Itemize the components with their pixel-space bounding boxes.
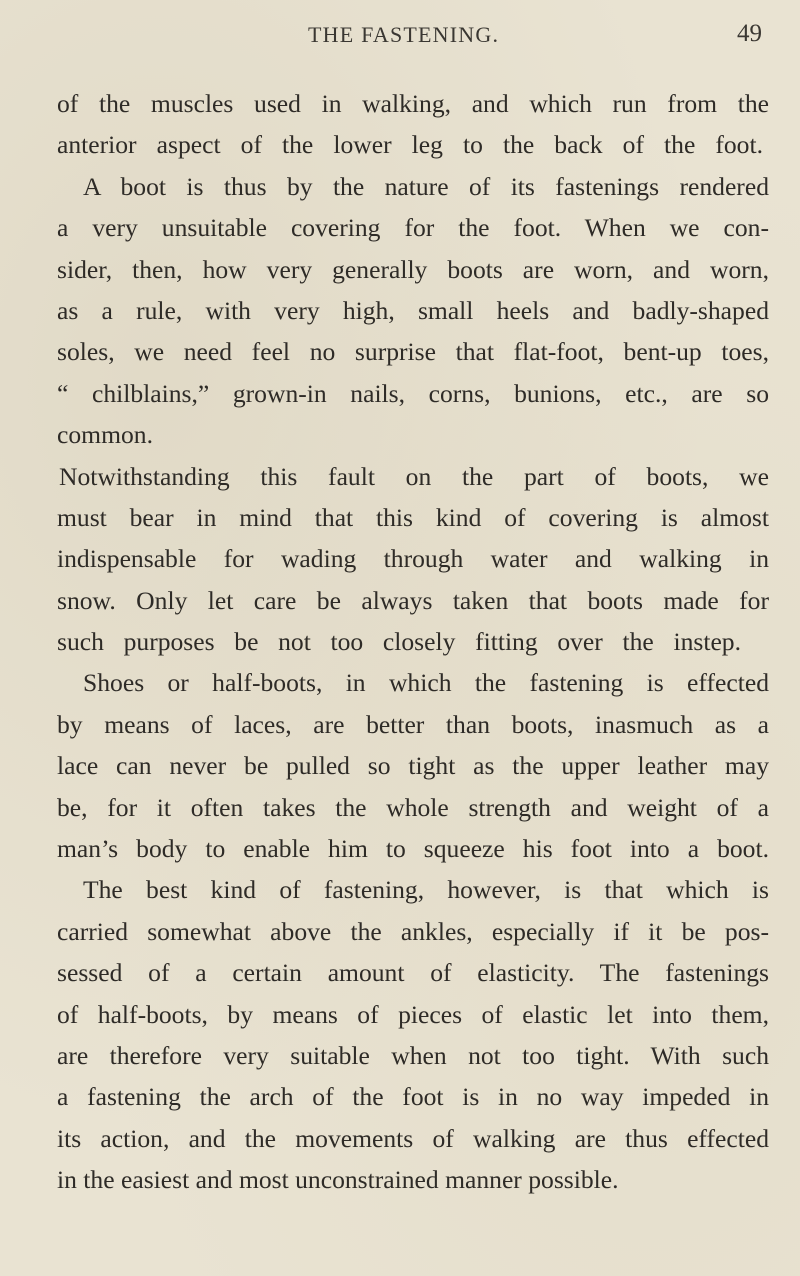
text-line: “ chilblains,” grown-in nails, corns, bunions, etc., are so — [57, 378, 769, 408]
text-line: The best kind of fastening, however, is that which is — [83, 875, 769, 905]
body-text — [57, 83, 769, 1201]
text-line: must bear in mind that this kind of covering is almost — [57, 502, 769, 532]
chapter-title: THE FASTENING. — [308, 22, 500, 47]
text-line: lace can never be pulled so tight as the upper leather may — [57, 751, 769, 781]
text-line: by means of laces, are better than boots, inasmuch as a — [57, 709, 769, 739]
text-line: such purposes be not too closely fitting over the instep. — [57, 627, 741, 657]
text-line: of half-boots, by means of pieces of elastic let into them, — [57, 999, 769, 1029]
text-line: A boot is thus by the nature of its fastenings rendered — [83, 171, 769, 201]
text-line: its action, and the movements of walking are thus effected — [57, 1123, 769, 1153]
text-line: of the muscles used in walking, and which run from the — [57, 89, 769, 118]
text-line: soles, we need feel no surprise that flat-foot, bent-up toes, — [57, 337, 769, 367]
text-line: snow. Only let care be always taken that boots made for — [57, 585, 769, 615]
page-number: 49 — [737, 20, 762, 47]
text-line: as a rule, with very high, small heels and badly-shaped — [57, 295, 769, 325]
running-head — [0, 14, 800, 54]
text-line: a very unsuitable covering for the foot. When we con- — [57, 213, 769, 243]
text-line: be, for it often takes the whole strength and weight of a — [57, 792, 769, 822]
text-line: Shoes or half-boots, in which the fastening is effected — [83, 668, 769, 698]
text-line: sider, then, how very generally boots are worn, and worn, — [57, 254, 769, 284]
text-line: man’s body to enable him to squeeze his foot into a boot. — [57, 834, 769, 864]
text-line: in the easiest and most unconstrained manner possible. — [57, 1165, 619, 1195]
text-line: anterior aspect of the lower leg to the back of the foot. — [57, 130, 763, 160]
text-line: Notwithstanding this fault on the part of boots, we — [59, 461, 769, 491]
text-line: sessed of a certain amount of elasticity. The fastenings — [57, 958, 769, 988]
text-line: common. — [57, 420, 153, 450]
text-line: a fastening the arch of the foot is in no way impeded in — [57, 1082, 769, 1112]
text-line: indispensable for wading through water and walking in — [57, 544, 769, 574]
text-line: carried somewhat above the ankles, especially if it be pos- — [57, 916, 769, 946]
text-line: are therefore very suitable when not too tight. With such — [57, 1040, 769, 1070]
